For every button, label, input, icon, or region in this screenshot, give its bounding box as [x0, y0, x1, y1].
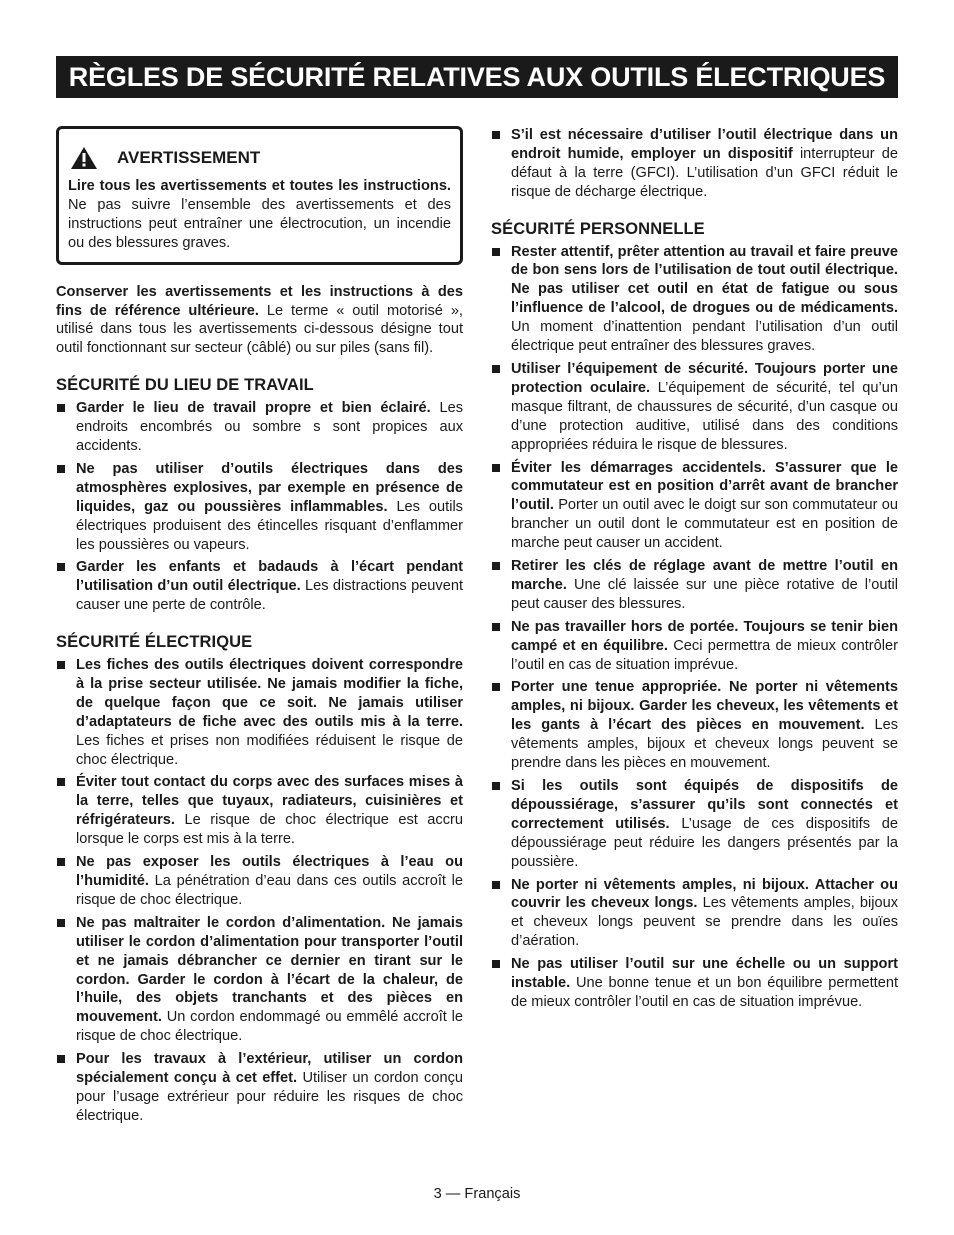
page-number: 3 — Français: [433, 1186, 521, 1202]
list-item: Ne pas maltraiter le cordon d’alimentation. Ne jamais utiliser le cordon d’alimentation pour transporter l’outil et ne jamais débrancher ce dernier en tirant sur le cordon. Garder le cordon à l’écart de la chaleur, de l’huile, des objets tranchants et des pièces en mouvement. Un cordon endommagé ou emmêlé accroît le risque de choc électrique.: [56, 914, 463, 1046]
list-item: Ne pas exposer les outils électriques à l’eau ou l’humidité. La pénétration d’eau dans ces outils accroît le risque de choc électrique.: [56, 853, 463, 910]
page-title-banner: [56, 56, 898, 98]
intro-paragraph: Conserver les avertissements et les instructions à des fins de référence ultérieure. Le terme « outil motorisé », utilisé dans tous les avertissements ci-dessous désigne tout outil fonctionnant sur secteur (câblé) ou sur piles (sans fil).: [56, 283, 463, 357]
list-item: S’il est nécessaire d’utiliser l’outil électrique dans un endroit humide, employer un dispositif interrupteur de défaut à la terre (GFCI). L’utilisation d’un GFCI réduit le risque de décharge électrique.: [491, 126, 898, 202]
list-item: Si les outils sont équipés de dispositifs de dépoussiérage, s’assurer qu’ils sont connectés et correctement utilisés. L’usage de ces dispositifs de dépoussiérage peut réduire les dangers présentés par la poussière.: [491, 777, 898, 872]
page-title: RÈGLES DE SÉCURITÉ RELATIVES AUX OUTILS ÉLECTRIQUES: [68, 61, 886, 92]
list-item: Ne pas utiliser d’outils électriques dans des atmosphères explosives, par exemple en présence de liquides, gaz ou poussières inflammables. Les outils électriques produisent des étincelles risquant d’enflammer les poussières ou vapeurs.: [56, 460, 463, 555]
list-electrical-continued: [491, 126, 898, 202]
heading-electrical: SÉCURITÉ ÉLECTRIQUE: [56, 633, 253, 652]
list-item: Ne porter ni vêtements amples, ni bijoux. Attacher ou couvrir les cheveux longs. Les vêtements amples, bijoux et cheveux longs peuvent se prendre dans les ouïes d’aération.: [491, 876, 898, 952]
right-column: [491, 126, 898, 1016]
heading-work-area: SÉCURITÉ DU LIEU DE TRAVAIL: [56, 376, 314, 395]
warning-title: AVERTISSEMENT: [117, 147, 261, 167]
list-item: Garder le lieu de travail propre et bien éclairé. Les endroits encombrés ou sombre s sont propices aux accidents.: [56, 399, 463, 456]
warning-box: [56, 126, 463, 265]
list-work-area: [56, 399, 463, 615]
heading-personal: SÉCURITÉ PERSONNELLE: [491, 219, 705, 238]
list-item: Ne pas travailler hors de portée. Toujours se tenir bien campé et en équilibre. Ceci permettra de mieux contrôler l’outil en cas de situation imprévue.: [491, 618, 898, 675]
list-item: Porter une tenue appropriée. Ne porter ni vêtements amples, ni bijoux. Garder les cheveux, les vêtements et les gants à l’écart des pièces en mouvement. Les vêtements amples, bijoux et cheveux longs peuvent se prendre dans les pièces en mouvement.: [491, 678, 898, 773]
warning-header: [68, 147, 451, 169]
list-item: Pour les travaux à l’extérieur, utiliser un cordon spécialement conçu à cet effet. Utiliser un cordon conçu pour l’usage extrérieur pour réduire les risques de choc électrique.: [56, 1050, 463, 1126]
list-item: Utiliser l’équipement de sécurité. Toujours porter une protection oculaire. L’équipement de sécurité, tel qu’un masque filtrant, de chaussures de sécurité, d’un casque ou d’une protection auditive, utilisé dans des conditions appropriées réduira le risque de blessures.: [491, 360, 898, 455]
list-electrical: [56, 656, 463, 1126]
warning-triangle-icon: [71, 147, 97, 169]
left-column: [56, 126, 463, 1130]
page-footer: [0, 1186, 954, 1202]
list-item: Retirer les clés de réglage avant de mettre l’outil en marche. Une clé laissée sur une pièce rotative de l’outil peut causer des blessures.: [491, 557, 898, 614]
list-item: Les fiches des outils électriques doivent correspondre à la prise secteur utilisée. Ne jamais modifier la fiche, de quelque façon que ce soit. Ne jamais utiliser d’adaptateurs de fiche avec des outils mis à la terre. Les fiches et prises non modifiées réduisent le risque de choc électrique.: [56, 656, 463, 769]
list-item: Ne pas utiliser l’outil sur une échelle ou un support instable. Une bonne tenue et un bon équilibre permettent de mieux contrôler l’outil en cas de situation imprévue.: [491, 955, 898, 1012]
list-personal: [491, 243, 898, 1012]
list-item: Rester attentif, prêter attention au travail et faire preuve de bon sens lors de l’utilisation de tout outil électrique. Ne pas utiliser cet outil en état de fatigue ou sous l’influence de l’alcool, de drogues ou de médicaments. Un moment d’inattention pendant l’utilisation d’un outil électrique peut entraîner des blessures graves.: [491, 243, 898, 356]
list-item: Éviter tout contact du corps avec des surfaces mises à la terre, telles que tuyaux, radiateurs, cuisinières et réfrigérateurs. Le risque de choc électrique est accru lorsque le corps est mis à la terre.: [56, 773, 463, 849]
warning-text: Lire tous les avertissements et toutes les instructions. Ne pas suivre l’ensemble des avertissements et des instructions peut entraîner une électrocution, un incendie ou des blessures graves.: [68, 178, 451, 251]
list-item: Garder les enfants et badauds à l’écart pendant l’utilisation d’un outil électrique. Les distractions peuvent causer une perte de contrôle.: [56, 558, 463, 615]
list-item: Éviter les démarrages accidentels. S’assurer que le commutateur est en position d’arrêt avant de brancher l’outil. Porter un outil avec le doigt sur son commutateur ou brancher un outil dont le commutateur est en position de marche peut causer un accident.: [491, 459, 898, 554]
